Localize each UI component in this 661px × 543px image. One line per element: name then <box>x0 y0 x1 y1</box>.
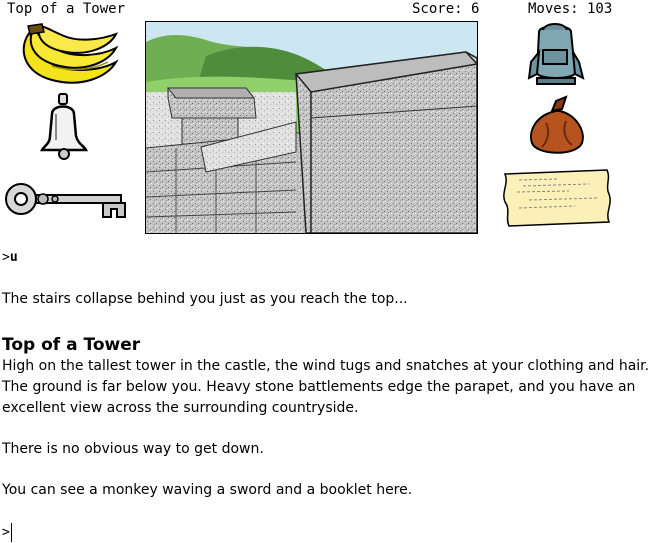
command-input[interactable] <box>2 523 12 542</box>
scroll-icon <box>499 166 615 230</box>
sack-icon <box>526 95 588 161</box>
room-description: High on the tallest tower in the castle, the wind tugs and snatches at your clothing and hair. The ground is far below you. Heavy stone battlements edge the parapet, and you have an excellent view across the surrounding countryside. <box>2 358 650 416</box>
input-prompt: > <box>2 525 10 540</box>
inventory-key[interactable] <box>3 177 131 227</box>
location-name: Top of a Tower <box>7 1 126 17</box>
objects-text: You can see a monkey waving a sword and a booklet here. <box>2 481 413 498</box>
inventory-bananas[interactable] <box>12 22 122 96</box>
moves-display: Moves: 103 <box>528 1 613 17</box>
inventory-sack[interactable] <box>526 95 588 165</box>
exits-text: There is no obvious way to get down. <box>2 440 264 457</box>
text-cursor <box>11 523 12 542</box>
score-display: Score: 6 <box>412 1 480 17</box>
command-echo: >u <box>2 250 18 265</box>
inventory-scroll[interactable] <box>499 166 615 234</box>
event-text: The stairs collapse behind you just as you reach the top... <box>2 291 408 308</box>
inventory-bell[interactable] <box>40 92 90 166</box>
bananas-icon <box>12 22 122 92</box>
bell-icon <box>40 92 90 162</box>
scene-image <box>145 21 478 234</box>
backpack-icon <box>525 22 587 88</box>
room-title: Top of a Tower <box>2 335 141 356</box>
transcript <box>2 248 657 501</box>
inventory-backpack[interactable] <box>525 22 587 92</box>
status-bar <box>0 0 661 18</box>
key-icon <box>3 177 131 223</box>
